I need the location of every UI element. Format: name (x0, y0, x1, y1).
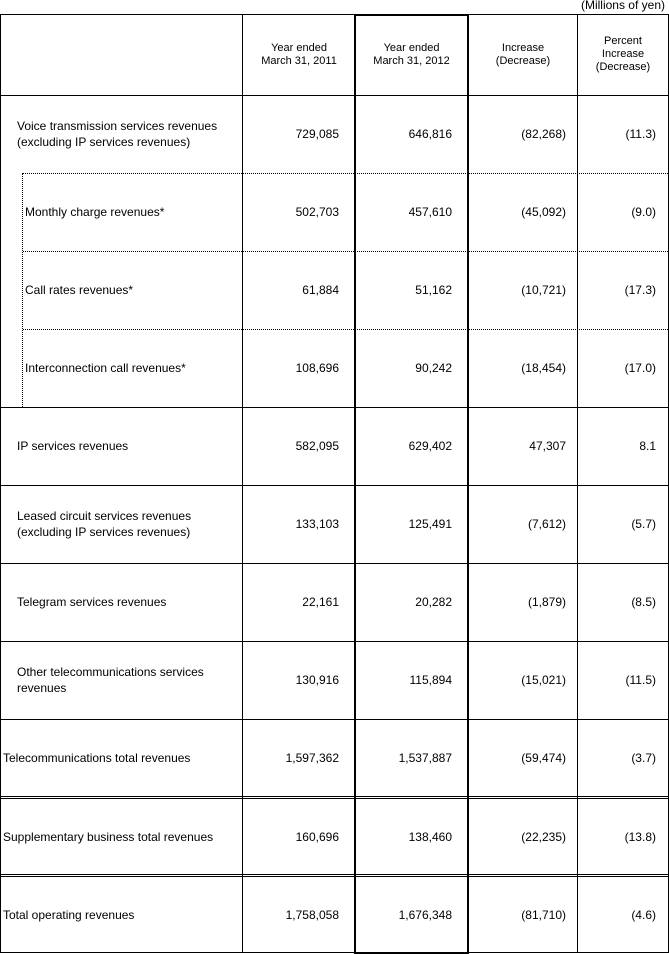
row-label-line: revenues (17, 681, 67, 695)
row-divider-double (0, 876, 669, 877)
header-text: Increase (501, 41, 545, 54)
row-label (0, 485, 243, 563)
table-row-total (0, 798, 668, 876)
header-change (468, 14, 578, 95)
value-pct: 8.1 (639, 439, 656, 453)
col-border (0, 14, 1, 953)
header-text: Year ended (271, 41, 327, 54)
value-fy2011: 130,916 (295, 673, 339, 687)
value-pct: (9.0) (631, 205, 656, 219)
row-divider-double (0, 874, 669, 875)
header-text: (Decrease) (495, 54, 551, 67)
value-fy2011: 729,085 (295, 127, 339, 141)
row-divider-double (0, 796, 669, 797)
col-border-bold-top (354, 14, 469, 16)
value-change: (81,710) (521, 907, 566, 922)
row-label-line: (excluding IP services revenues) (17, 525, 191, 539)
table-row (0, 95, 668, 173)
row-divider (0, 485, 669, 486)
value-fy2012: 457,610 (408, 205, 452, 219)
value-change: (1,879) (527, 595, 566, 609)
value-change: (22,235) (521, 830, 566, 844)
row-divider-dotted (23, 329, 668, 330)
value-pct: (3.7) (631, 751, 656, 765)
value-pct: (13.8) (624, 830, 656, 844)
value-fy2011: 22,161 (302, 595, 339, 609)
row-divider-dotted (23, 251, 668, 252)
value-pct: (4.6) (631, 907, 656, 922)
value-fy2012: 646,816 (408, 127, 452, 141)
subgroup-indent-dotted (22, 173, 23, 407)
value-fy2011: 1,597,362 (285, 751, 339, 765)
row-label-line: Leased circuit services revenues (17, 509, 192, 523)
value-pct: (17.0) (624, 361, 656, 375)
table-row-grand-total (0, 876, 668, 953)
row-label (0, 95, 243, 173)
value-fy2011: 582,095 (295, 439, 339, 453)
row-label: Interconnection call revenues* (25, 361, 186, 375)
value-fy2011: 160,696 (295, 830, 339, 844)
col-border-bold (467, 14, 469, 954)
header-fy2012 (355, 14, 468, 95)
table-row (0, 641, 668, 719)
value-pct: (8.5) (631, 595, 656, 609)
table-border-bottom (0, 952, 669, 953)
col-border (577, 14, 578, 953)
header-text: March 31, 2011 (261, 54, 337, 67)
unit-label: (Millions of yen) (580, 0, 665, 12)
row-divider (0, 719, 669, 720)
value-fy2012: 1,676,348 (398, 907, 452, 922)
header-text: Percent (604, 35, 642, 47)
value-change: (82,268) (521, 127, 566, 141)
col-border (242, 14, 243, 953)
table-row-total (0, 719, 668, 797)
header-pct (578, 14, 668, 95)
row-label-line: (excluding IP services revenues) (17, 135, 191, 149)
value-fy2012: 20,282 (415, 595, 452, 609)
table-row (0, 563, 668, 641)
col-border-bold (354, 14, 356, 954)
value-fy2012: 125,491 (408, 517, 452, 531)
value-change: (18,454) (521, 361, 566, 375)
row-label: Monthly charge revenues* (25, 205, 165, 219)
row-divider-double (0, 798, 669, 799)
value-change: (7,612) (527, 517, 566, 531)
value-fy2012: 51,162 (415, 283, 452, 297)
value-change: (59,474) (521, 751, 566, 765)
value-fy2011: 61,884 (302, 283, 339, 297)
value-fy2012: 629,402 (408, 439, 452, 453)
value-pct: (11.5) (625, 673, 656, 687)
value-change: (15,021) (521, 673, 566, 687)
value-pct: (17.3) (624, 283, 656, 297)
row-divider-dotted (23, 173, 668, 174)
header-text: Year ended (383, 41, 440, 54)
value-fy2012: 1,537,887 (398, 751, 452, 765)
row-label: Supplementary business total revenues (3, 830, 214, 844)
row-label: Telegram services revenues (17, 595, 167, 609)
value-pct: (5.7) (631, 517, 656, 531)
value-change: (45,092) (521, 205, 566, 219)
table-row (0, 251, 668, 329)
table-border-top (0, 14, 669, 15)
header-text: Increase (601, 48, 645, 60)
header-label-cell (0, 14, 243, 95)
table-row (0, 329, 668, 407)
header-text: March 31, 2012 (373, 54, 450, 67)
value-fy2012: 138,460 (408, 830, 452, 844)
row-divider (0, 563, 669, 564)
table-row (0, 173, 668, 251)
table-header (0, 14, 668, 95)
value-fy2011: 108,696 (295, 361, 339, 375)
value-change: 47,307 (529, 439, 566, 453)
row-label-line: Voice transmission services revenues (17, 119, 218, 133)
row-label: IP services revenues (17, 439, 129, 453)
row-label (0, 641, 243, 719)
header-fy2011 (243, 14, 355, 95)
row-label: Telecommunications total revenues (3, 751, 191, 765)
value-fy2011: 502,703 (295, 205, 339, 219)
value-fy2011: 1,758,058 (285, 907, 339, 922)
value-fy2012: 115,894 (409, 673, 452, 687)
value-change: (10,721) (521, 283, 566, 297)
value-pct: (11.3) (625, 127, 656, 141)
row-label: Call rates revenues* (25, 283, 134, 297)
header-text: (Decrease) (595, 61, 651, 73)
row-label: Total operating revenues (3, 907, 135, 922)
value-fy2011: 133,103 (295, 517, 339, 531)
row-label-line: Other telecommunications services (17, 665, 204, 679)
row-divider (0, 407, 669, 408)
table-row (0, 407, 668, 485)
table-row (0, 485, 668, 563)
value-fy2012: 90,242 (415, 361, 452, 375)
row-divider (0, 641, 669, 642)
row-divider (0, 95, 669, 96)
